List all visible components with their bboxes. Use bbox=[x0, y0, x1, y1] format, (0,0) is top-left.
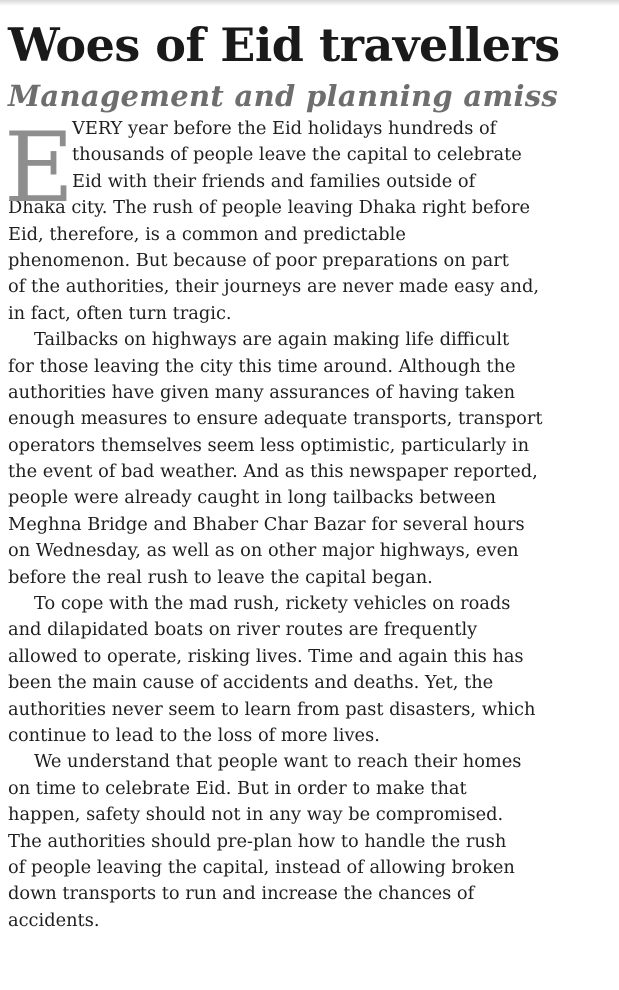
paragraph bbox=[8, 591, 594, 749]
paragraph-line: on time to celebrate Eid. But in order to make that bbox=[8, 777, 467, 799]
paragraph-line: accidents. bbox=[8, 909, 100, 931]
paragraph-line: continue to lead to the loss of more lives. bbox=[8, 724, 380, 746]
paragraph-line: The authorities should pre-plan how to handle the rush bbox=[8, 830, 507, 852]
paragraph-line: down transports to run and increase the chances of bbox=[8, 883, 475, 905]
paragraph-line: in fact, often turn tragic. bbox=[8, 302, 232, 324]
paragraph-line: authorities never seem to learn from past disasters, which bbox=[8, 698, 536, 720]
article-headline: Woes of Eid travellers bbox=[8, 18, 560, 72]
article-body bbox=[8, 116, 594, 934]
paragraph-line: of people leaving the capital, instead of allowing broken bbox=[8, 856, 515, 878]
paragraph-line: phenomenon. But because of poor preparations on part bbox=[8, 249, 509, 271]
article-body-text bbox=[8, 116, 594, 934]
editorial-article bbox=[8, 14, 594, 934]
drop-cap-letter: E bbox=[4, 112, 75, 224]
paragraph-line: before the real rush to leave the capital began. bbox=[8, 566, 433, 588]
paragraph-line: the event of bad weather. And as this newspaper reported, bbox=[8, 461, 538, 483]
paragraph-line: Dhaka city. The rush of people leaving Dhaka right before bbox=[8, 197, 530, 219]
paragraph-line: been the main cause of accidents and deaths. Yet, the bbox=[8, 672, 494, 694]
paragraph-line: Eid with their friends and families outside of bbox=[72, 170, 476, 192]
paragraph-line: authorities have given many assurances of having taken bbox=[8, 381, 516, 403]
paragraph-line: Eid, therefore, is a common and predictable bbox=[8, 223, 406, 245]
paragraph-line: happen, safety should not in any way be compromised. bbox=[8, 804, 504, 826]
paragraph-line: on Wednesday, as well as on other major highways, even bbox=[8, 540, 519, 562]
paragraph-line: operators themselves seem less optimistic, particularly in bbox=[8, 434, 530, 456]
paragraph-line: of the authorities, their journeys are never made easy and, bbox=[8, 276, 539, 298]
paragraph-line: allowed to operate, risking lives. Time and again this has bbox=[8, 645, 524, 667]
paragraph-line: thousands of people leave the capital to celebrate bbox=[72, 144, 522, 166]
paragraph-line: VERY year before the Eid holidays hundreds of bbox=[72, 118, 497, 139]
paragraph-line: people were already caught in long tailbacks between bbox=[8, 487, 496, 509]
top-edge-shadow bbox=[0, 0, 619, 6]
paragraph-line: enough measures to ensure adequate transports, transport bbox=[8, 408, 543, 430]
paragraph-line: We understand that people want to reach their homes bbox=[34, 751, 522, 773]
paragraph-line: and dilapidated boats on river routes are frequently bbox=[8, 619, 478, 641]
article-subhead: Management and planning amiss bbox=[8, 79, 559, 113]
paragraph-line: To cope with the mad rush, rickety vehicles on roads bbox=[34, 593, 511, 615]
paragraph-line: for those leaving the city this time around. Although the bbox=[8, 355, 516, 377]
paragraph-line: Meghna Bridge and Bhaber Char Bazar for several hours bbox=[8, 513, 525, 535]
paragraph bbox=[8, 327, 594, 591]
paragraph bbox=[8, 116, 594, 327]
paragraph bbox=[8, 749, 594, 934]
paragraph-line: Tailbacks on highways are again making life difficult bbox=[34, 329, 510, 351]
